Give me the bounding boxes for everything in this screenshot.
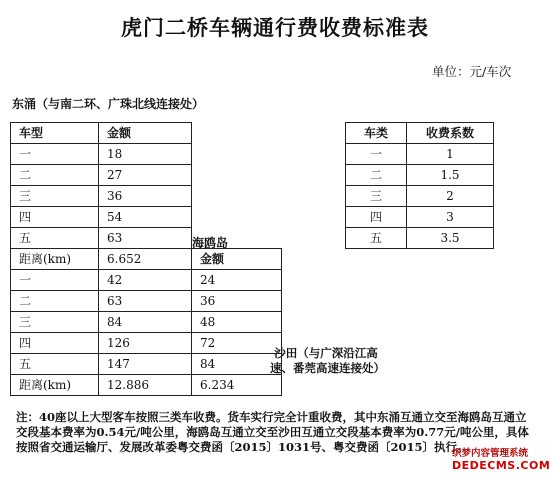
cell-type: 五 xyxy=(11,354,99,375)
cell-haiou-amount: 72 xyxy=(192,333,282,354)
distance-label: 距离(km) xyxy=(11,375,99,396)
watermark xyxy=(452,448,548,472)
table-row xyxy=(346,123,494,144)
cell-haiou-amount: 36 xyxy=(192,291,282,312)
cell-type: 三 xyxy=(11,312,99,333)
table-row xyxy=(346,228,494,249)
cell-type: 五 xyxy=(11,228,99,249)
cell-amount: 126 xyxy=(99,333,192,354)
toll-amount-table xyxy=(10,122,282,396)
header-coefficient: 收费系数 xyxy=(407,123,494,144)
cell-amount: 27 xyxy=(99,165,192,186)
table-row xyxy=(11,144,282,165)
cell-type: 二 xyxy=(11,165,99,186)
cell-type: 一 xyxy=(11,144,99,165)
location-dongyong: 东涌（与南二环、广珠北线连接处） xyxy=(12,97,205,111)
table-row xyxy=(11,207,282,228)
cell-haiou-amount: 24 xyxy=(192,270,282,291)
cell-amount: 84 xyxy=(99,312,192,333)
distance-value: 6.652 xyxy=(99,249,192,270)
unit-label: 单位：元/车次 xyxy=(432,64,512,79)
table-row xyxy=(11,375,282,396)
cell-class: 五 xyxy=(346,228,407,249)
cell-type: 三 xyxy=(11,186,99,207)
cell-amount: 18 xyxy=(99,144,192,165)
table-row xyxy=(11,270,282,291)
cell-amount: 63 xyxy=(99,291,192,312)
cell-amount: 63 xyxy=(99,228,192,249)
cell-class: 二 xyxy=(346,165,407,186)
table-row xyxy=(11,228,282,249)
page-title: 虎门二桥车辆通行费收费标准表 xyxy=(121,15,429,40)
location-haiou: 海鸥岛 xyxy=(192,236,229,250)
cell-coef: 3.5 xyxy=(407,228,494,249)
cell-class: 三 xyxy=(346,186,407,207)
cell-coef: 1.5 xyxy=(407,165,494,186)
cell-coef: 3 xyxy=(407,207,494,228)
table-row xyxy=(346,207,494,228)
cell-type: 四 xyxy=(11,333,99,354)
distance-label: 距离(km) xyxy=(11,249,99,270)
cell-coef: 1 xyxy=(407,144,494,165)
header-vehicle-type: 车型 xyxy=(11,123,99,144)
footnote: 注：40座以上大型客车按照三类车收费。货车实行完全计重收费，其中东涌互通立交至海鸥岛互通立交段基本费率为0.54元/吨公里，海鸥岛互通立交至沙田互通立交段基本费率为0.77元/吨公里，具体按照省交通运输厅、发展改革委粤交费函〔2015〕1031号、粤交费函〔2015〕执行。 xyxy=(16,410,529,454)
distance-value: 12.886 xyxy=(99,375,192,396)
table-row xyxy=(11,354,282,375)
toll-coefficient-table xyxy=(345,122,494,249)
table-row xyxy=(346,165,494,186)
table-row xyxy=(11,291,282,312)
cell-amount: 42 xyxy=(99,270,192,291)
table-row xyxy=(346,186,494,207)
table-row xyxy=(11,165,282,186)
cell-amount: 54 xyxy=(99,207,192,228)
cell-haiou-amount: 48 xyxy=(192,312,282,333)
cell-class: 一 xyxy=(346,144,407,165)
table-row xyxy=(346,144,494,165)
header-haiou-amount: 金额 xyxy=(192,249,282,270)
cell-type: 一 xyxy=(11,270,99,291)
cell-amount: 147 xyxy=(99,354,192,375)
watermark-line2: DEDECMS.COM xyxy=(452,459,550,472)
header-vehicle-class: 车类 xyxy=(346,123,407,144)
cell-type: 四 xyxy=(11,207,99,228)
header-amount: 金额 xyxy=(99,123,192,144)
table-row xyxy=(11,249,282,270)
cell-coef: 2 xyxy=(407,186,494,207)
watermark-line1: 织梦内容管理系统 xyxy=(452,448,529,459)
location-shatian: 沙田（与广深沿江高速、番莞高速连接处） xyxy=(270,346,385,375)
cell-class: 四 xyxy=(346,207,407,228)
table-row xyxy=(11,312,282,333)
table-row xyxy=(11,186,282,207)
table-row xyxy=(11,333,282,354)
table-row xyxy=(11,123,282,144)
distance-value-haiou: 6.234 xyxy=(192,375,282,396)
cell-haiou-amount: 84 xyxy=(192,354,282,375)
cell-type: 二 xyxy=(11,291,99,312)
cell-amount: 36 xyxy=(99,186,192,207)
